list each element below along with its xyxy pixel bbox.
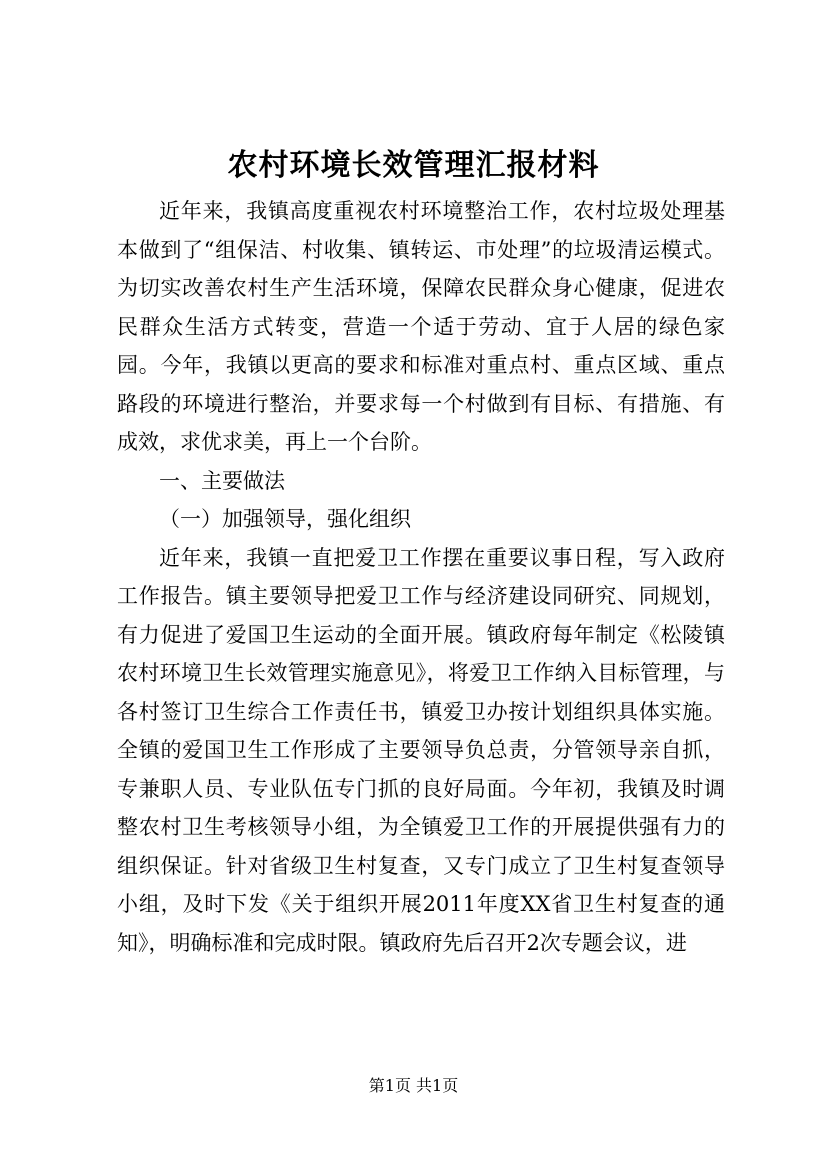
subheading-leadership: （一）加强领导，强化组织 — [159, 507, 411, 531]
paragraph-leadership: 近年来，我镇一直把爱卫工作摆在重要议事日程，写入政府工作报告。镇主要领导把爱卫工作与经济建设同研究、同规划，有力促进了爱国卫生运动的全面开展。镇政府每年制定《松陵镇农村环境卫生长效管理实施意见》，将爱卫工作纳入目标管理，与各村签订卫生综合工作责任书，镇爱卫办按计划组织具体实施。全镇的爱国卫生工作形成了主要领导负总责，分管领导亲自抓，专兼职人员、专业队伍专门抓的良好局面。今年初，我镇及时调整农村卫生考核领导小组，为全镇爱卫工作的开展提供强有力的组织保证。针对省级卫生村复查，又专门成立了卫生村复查领导小组，及时下发《关于组织开展2011年度XX省卫生村复查的通知》，明确标准和完成时限。镇政府先后召开2次专题会议，进 — [117, 545, 725, 955]
paragraph-intro: 近年来，我镇高度重视农村环境整治工作，农村垃圾处理基本做到了“组保洁、村收集、镇转运、市处理”的垃圾清运模式。为切实改善农村生产生活环境，保障农民群众身心健康，促进农民群众生活方式转变，营造一个适于劳动、宜于人居的绿色家园。今年，我镇以更高的要求和标准对重点村、重点区域、重点路段的环境进行整治，并要求每一个村做到有目标、有措施、有成效，求优求美，再上一个台阶。 — [117, 199, 725, 454]
document-body — [117, 192, 725, 962]
page-footer: 第1页 共1页 — [368, 1076, 459, 1095]
heading-main-measures: 一、主要做法 — [159, 468, 285, 493]
document-title: 农村环境长效管理汇报材料 — [227, 148, 600, 183]
